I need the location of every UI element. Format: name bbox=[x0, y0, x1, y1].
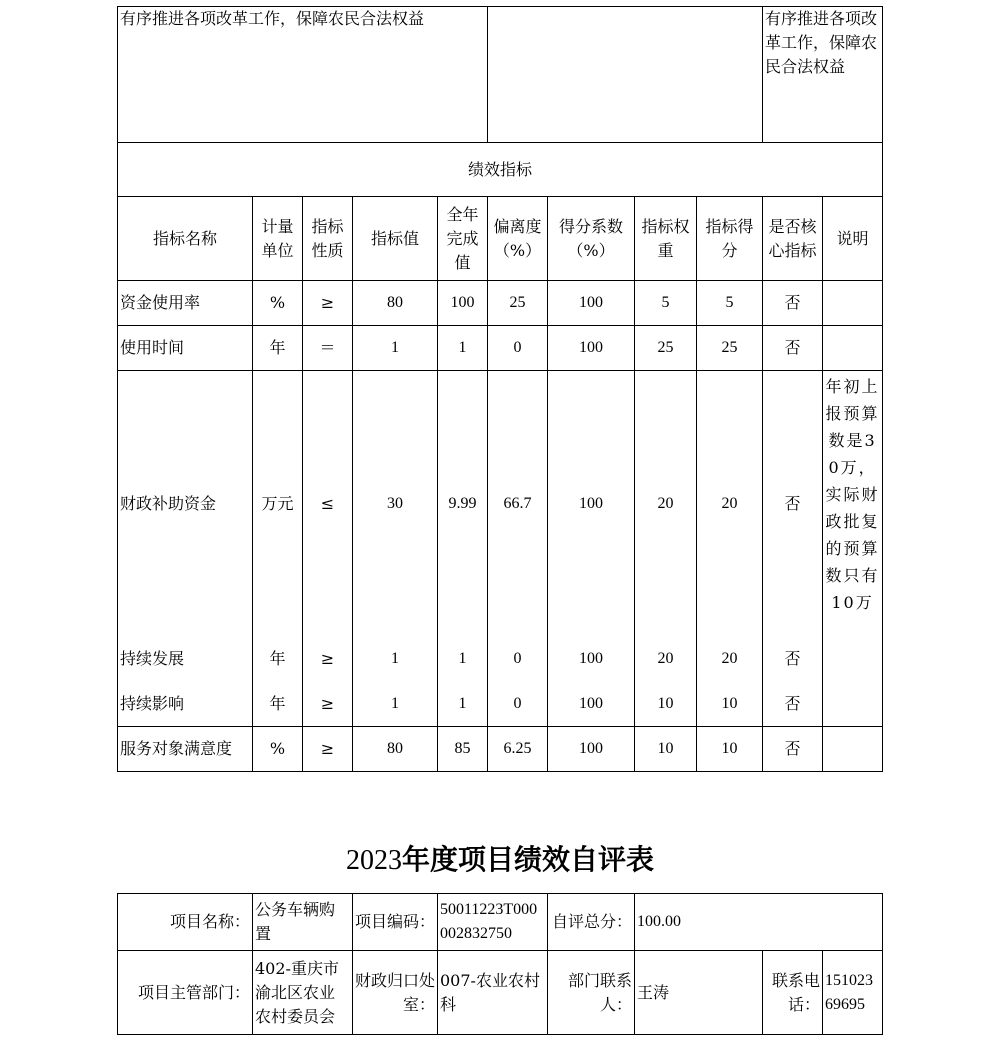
cell-done: 85 bbox=[438, 727, 488, 772]
cell-deviation: 66.7 bbox=[488, 371, 548, 637]
cell-weight: 10 bbox=[635, 682, 697, 727]
cell-name: 财政补助资金 bbox=[118, 371, 253, 637]
header-core: 是否核心指标 bbox=[763, 197, 823, 281]
cell-name: 服务对象满意度 bbox=[118, 727, 253, 772]
cell-core: 否 bbox=[763, 637, 823, 682]
cell-done: 9.99 bbox=[438, 371, 488, 637]
header-value: 指标值 bbox=[353, 197, 438, 281]
cell-unit: % bbox=[253, 281, 303, 326]
cell-note bbox=[823, 281, 883, 326]
header-deviation: 偏离度（%） bbox=[488, 197, 548, 281]
cell-nature: ≥ bbox=[303, 637, 353, 682]
header-unit: 计量单位 bbox=[253, 197, 303, 281]
cell-coefficient: 100 bbox=[548, 682, 635, 727]
cell-score: 5 bbox=[697, 281, 763, 326]
cell-deviation: 0 bbox=[488, 682, 548, 727]
cell-name: 使用时间 bbox=[118, 326, 253, 371]
title-year: 2023 bbox=[345, 845, 402, 876]
cell-score: 25 bbox=[697, 326, 763, 371]
cell-note bbox=[823, 682, 883, 727]
office-label: 财政归口处室： bbox=[353, 951, 438, 1035]
cell-score: 20 bbox=[697, 637, 763, 682]
cell-note: 年初上报预算数是30万，实际财政批复的预算数只有10万 bbox=[823, 371, 883, 637]
phone-label: 联系电话： bbox=[763, 951, 823, 1035]
cell-value: 1 bbox=[353, 326, 438, 371]
cell-done: 1 bbox=[438, 682, 488, 727]
cell-value: 80 bbox=[353, 727, 438, 772]
cell-coefficient: 100 bbox=[548, 637, 635, 682]
project-info-table bbox=[117, 893, 883, 1035]
cell-done: 1 bbox=[438, 326, 488, 371]
info-row bbox=[118, 951, 883, 1035]
cell-nature: ＝ bbox=[303, 326, 353, 371]
cell-coefficient: 100 bbox=[548, 281, 635, 326]
page-title bbox=[0, 838, 1000, 878]
cell-note bbox=[823, 637, 883, 682]
cell-score: 10 bbox=[697, 682, 763, 727]
table-row bbox=[118, 637, 883, 682]
goal-text-middle bbox=[488, 7, 763, 143]
section-title: 绩效指标 bbox=[118, 143, 883, 197]
header-coefficient: 得分系数（%） bbox=[548, 197, 635, 281]
cell-value: 1 bbox=[353, 682, 438, 727]
cell-unit: 年 bbox=[253, 637, 303, 682]
cell-deviation: 0 bbox=[488, 637, 548, 682]
cell-coefficient: 100 bbox=[548, 727, 635, 772]
dept-label: 项目主管部门： bbox=[118, 951, 253, 1035]
cell-unit: 万元 bbox=[253, 371, 303, 637]
title-text: 年度项目绩效自评表 bbox=[401, 843, 654, 876]
header-nature: 指标性质 bbox=[303, 197, 353, 281]
header-name: 指标名称 bbox=[118, 197, 253, 281]
cell-score: 20 bbox=[697, 371, 763, 637]
table-row bbox=[118, 682, 883, 727]
cell-unit: 年 bbox=[253, 682, 303, 727]
header-weight: 指标权重 bbox=[635, 197, 697, 281]
project-code-label: 项目编码： bbox=[353, 894, 438, 951]
contact-value: 王涛 bbox=[635, 951, 763, 1035]
cell-coefficient: 100 bbox=[548, 326, 635, 371]
performance-table bbox=[117, 6, 883, 772]
cell-done: 100 bbox=[438, 281, 488, 326]
goal-text-right: 有序推进各项改革工作，保障农民合法权益 bbox=[763, 7, 883, 143]
cell-core: 否 bbox=[763, 326, 823, 371]
cell-value: 80 bbox=[353, 281, 438, 326]
table-row bbox=[118, 326, 883, 371]
dept-value: 402-重庆市渝北区农业农村委员会 bbox=[253, 951, 353, 1035]
cell-name: 资金使用率 bbox=[118, 281, 253, 326]
cell-deviation: 0 bbox=[488, 326, 548, 371]
office-value: 007-农业农村科 bbox=[438, 951, 548, 1035]
goal-text-left: 有序推进各项改革工作，保障农民合法权益 bbox=[118, 7, 488, 143]
cell-core: 否 bbox=[763, 682, 823, 727]
project-name-label: 项目名称： bbox=[118, 894, 253, 951]
project-name-value: 公务车辆购置 bbox=[253, 894, 353, 951]
cell-note bbox=[823, 326, 883, 371]
cell-nature: ≥ bbox=[303, 727, 353, 772]
cell-weight: 5 bbox=[635, 281, 697, 326]
cell-core: 否 bbox=[763, 727, 823, 772]
cell-unit: % bbox=[253, 727, 303, 772]
header-note: 说明 bbox=[823, 197, 883, 281]
cell-nature: ≥ bbox=[303, 281, 353, 326]
cell-value: 1 bbox=[353, 637, 438, 682]
cell-unit: 年 bbox=[253, 326, 303, 371]
header-done: 全年完成值 bbox=[438, 197, 488, 281]
cell-value: 30 bbox=[353, 371, 438, 637]
cell-nature: ≤ bbox=[303, 371, 353, 637]
cell-weight: 25 bbox=[635, 326, 697, 371]
phone-value: 15102369695 bbox=[823, 951, 883, 1035]
header-score: 指标得分 bbox=[697, 197, 763, 281]
cell-weight: 20 bbox=[635, 637, 697, 682]
table-row bbox=[118, 371, 883, 637]
contact-label: 部门联系人： bbox=[548, 951, 635, 1035]
cell-core: 否 bbox=[763, 371, 823, 637]
cell-done: 1 bbox=[438, 637, 488, 682]
header-row bbox=[118, 197, 883, 281]
cell-name: 持续发展 bbox=[118, 637, 253, 682]
project-code-value: 50011223T000002832750 bbox=[438, 894, 548, 951]
cell-name: 持续影响 bbox=[118, 682, 253, 727]
info-row bbox=[118, 894, 883, 951]
cell-deviation: 25 bbox=[488, 281, 548, 326]
cell-weight: 10 bbox=[635, 727, 697, 772]
self-score-value: 100.00 bbox=[635, 894, 883, 951]
cell-weight: 20 bbox=[635, 371, 697, 637]
table-row bbox=[118, 281, 883, 326]
cell-core: 否 bbox=[763, 281, 823, 326]
self-score-label: 自评总分： bbox=[548, 894, 635, 951]
cell-coefficient: 100 bbox=[548, 371, 635, 637]
cell-nature: ≥ bbox=[303, 682, 353, 727]
cell-deviation: 6.25 bbox=[488, 727, 548, 772]
cell-score: 10 bbox=[697, 727, 763, 772]
cell-note bbox=[823, 727, 883, 772]
table-row bbox=[118, 727, 883, 772]
